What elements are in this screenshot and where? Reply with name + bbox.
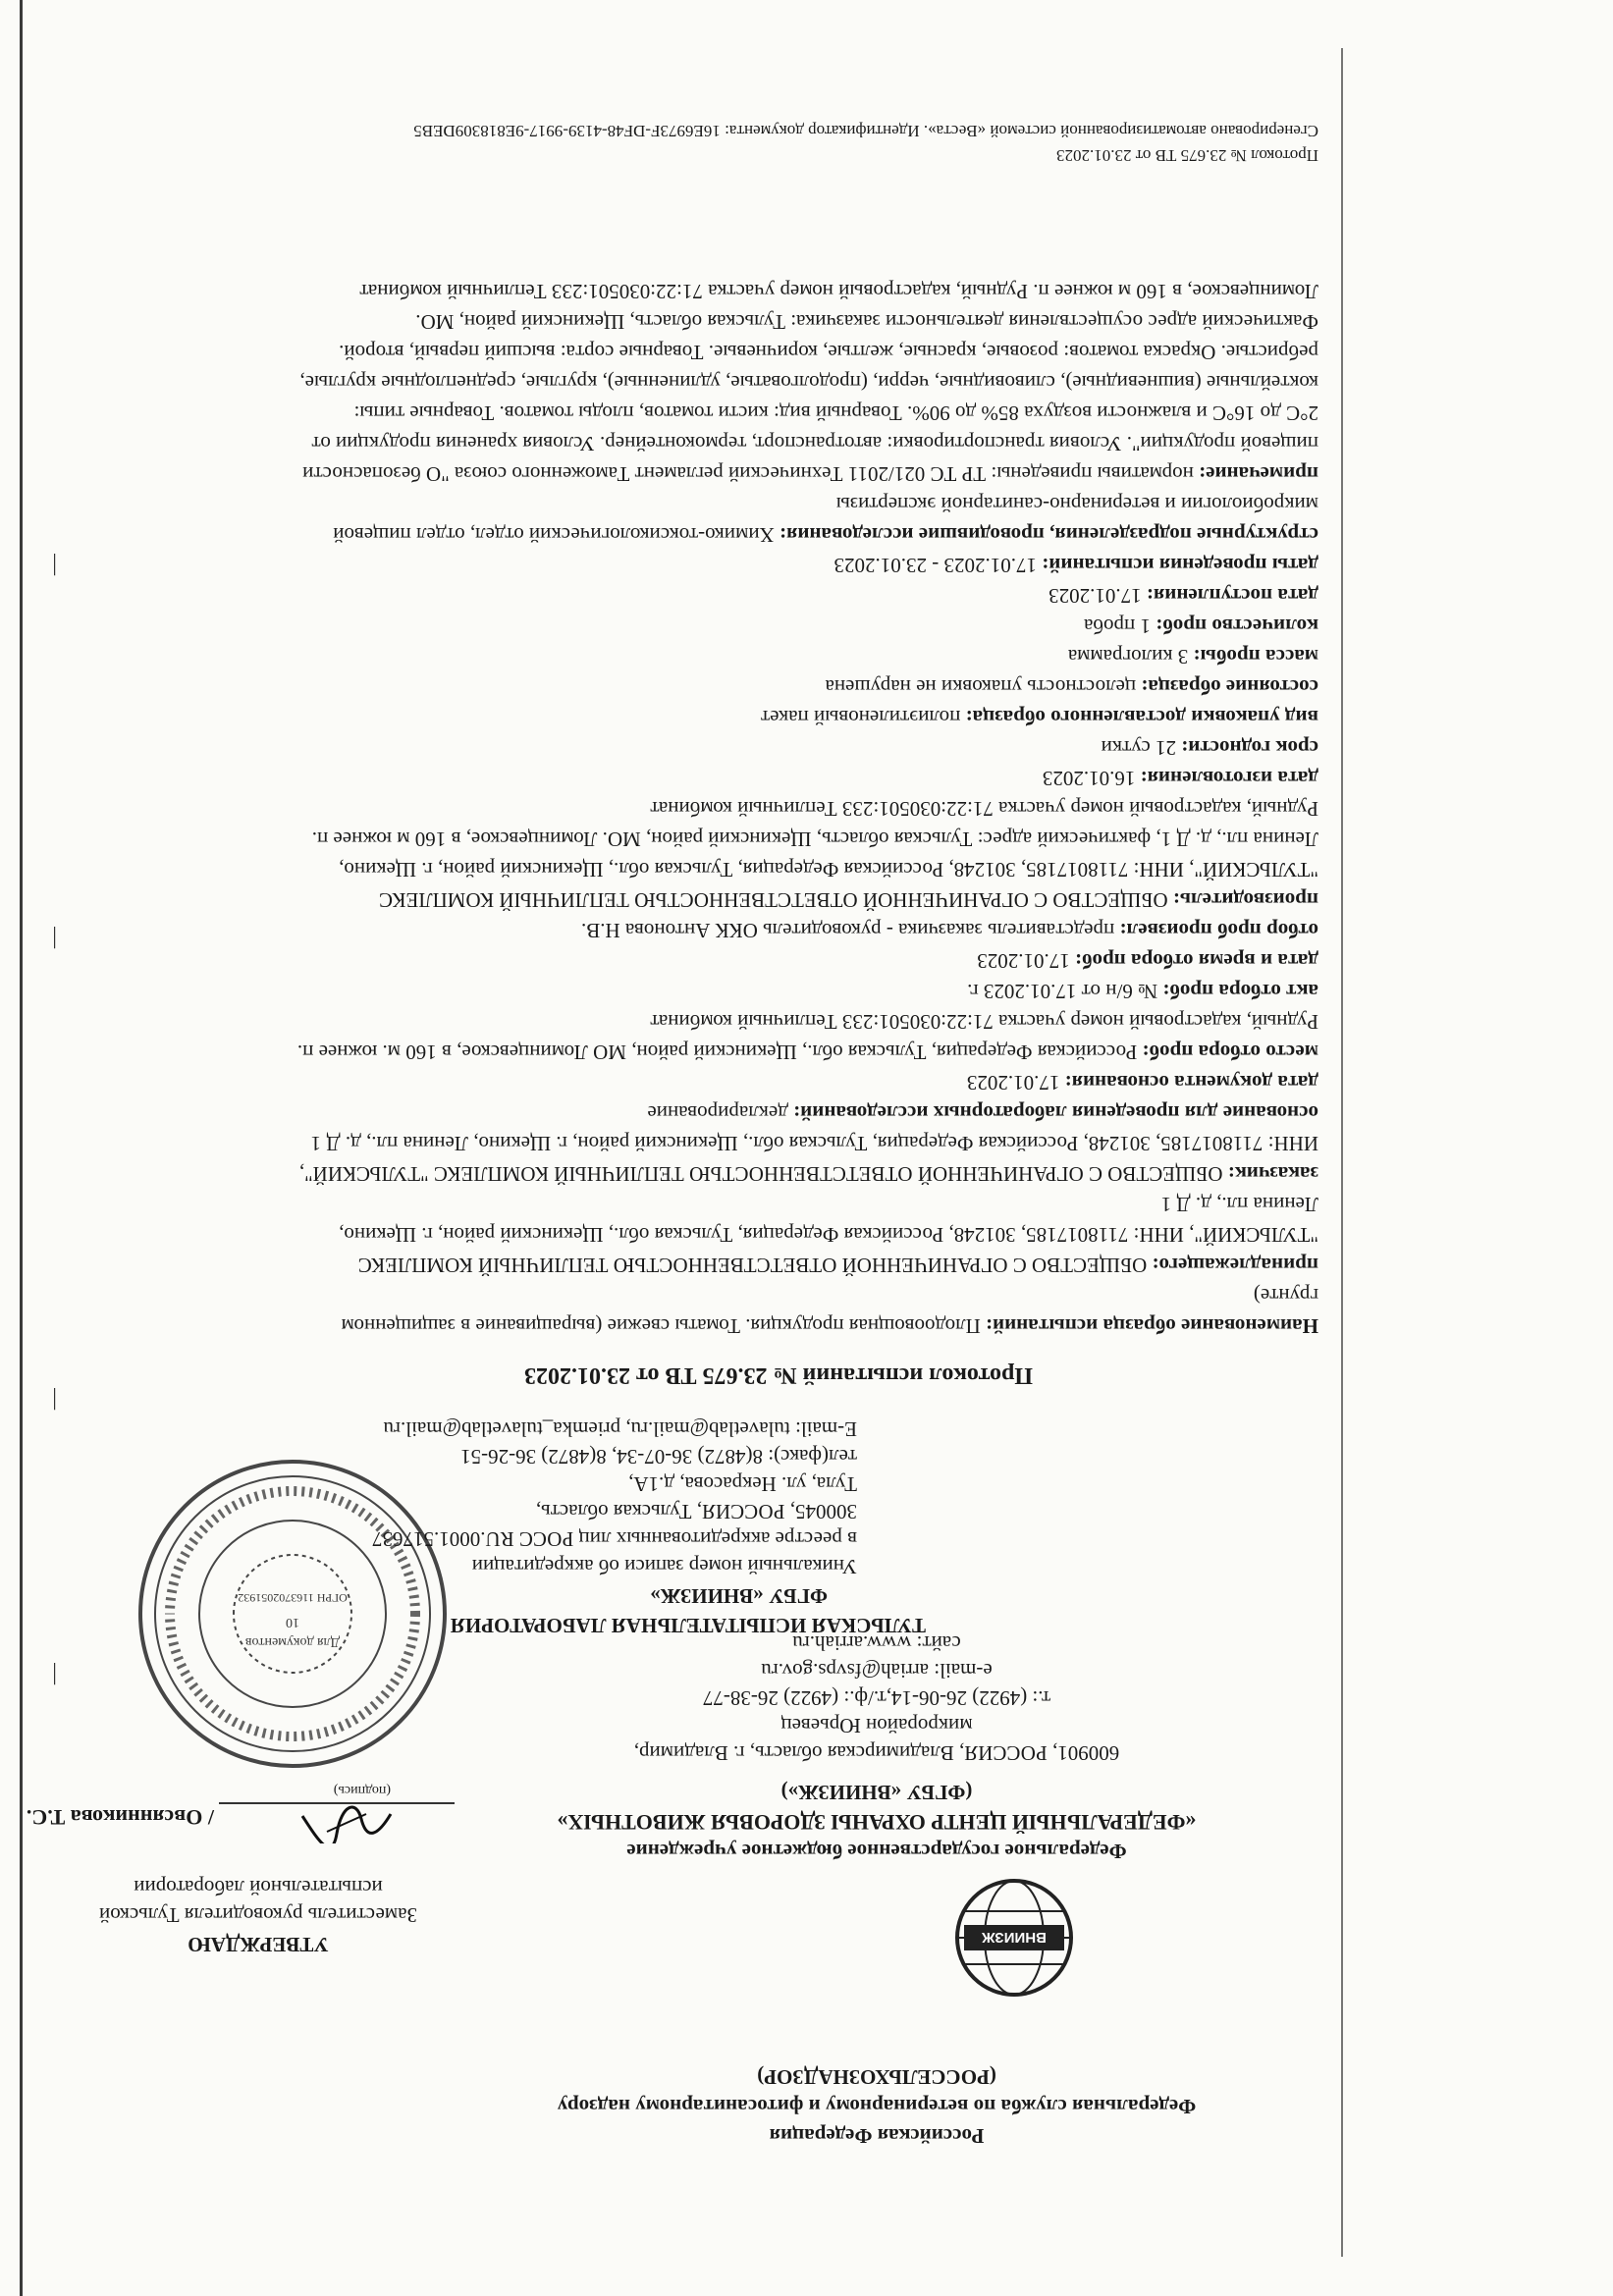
protocol-line xyxy=(339,857,1318,882)
protocol-line xyxy=(581,918,1318,943)
lab-email: E-mail: tulavetlab@mail.ru, priemka_tulavetlab@mail.ru xyxy=(383,1417,857,1441)
protocol-line xyxy=(297,1040,1318,1065)
field-value: Российская Федерация, Тульская обл., Щекинский район, МО Ломинцевское, в 160 м. южнее п. xyxy=(296,1041,1143,1064)
approver-name: / Овсянникова Т.С. xyxy=(26,1805,214,1830)
field-value: Ленина пл., д. Д 1, фактический адрес: Тульская область, Щекинский район, МО. Ломинцевское, в 160 м южнее п. xyxy=(311,828,1318,851)
agency-name: Федеральная служба по ветеринарному и фитосанитарному надзору xyxy=(557,2095,1197,2118)
protocol-line xyxy=(826,674,1318,700)
protocol-line xyxy=(415,309,1318,335)
protocol-line xyxy=(379,887,1318,913)
field-label: отбор проб произвел: xyxy=(1119,919,1318,942)
field-value: 1 проба xyxy=(1084,614,1156,638)
protocol-line xyxy=(1161,1192,1318,1217)
field-value: ИНН: 7118017185, 301248, Российская Федерация, Тульская обл., Щекинский район, г. Щекино, Ленина пл., д. Д 1 xyxy=(310,1132,1318,1155)
protocol-line xyxy=(650,1009,1318,1035)
protocol-line xyxy=(299,370,1318,396)
field-label: основание для проведения лабораторных исследований: xyxy=(793,1101,1318,1125)
field-value: декларирование xyxy=(647,1101,794,1125)
field-value: 17.01.2023 xyxy=(1048,584,1147,608)
lab-org: ФГБУ «ВНИИЗЖ» xyxy=(650,1584,828,1608)
margin-mark: | xyxy=(52,553,57,578)
lab-phones: тел(факс): 8(4872) 36-07-34, 8(4872) 36-26-51 xyxy=(460,1445,857,1468)
field-value: Химико-токсикологический отдел, отдел пищевой xyxy=(333,523,780,547)
margin-mark: | xyxy=(52,926,57,951)
institution-address-2: микрорайон Юрьевец xyxy=(780,1714,973,1737)
protocol-line xyxy=(1068,644,1318,669)
protocol-line xyxy=(333,522,1318,548)
protocol-line xyxy=(761,705,1318,730)
institution-email: e-mail: arriah@fsvps.gov.ru xyxy=(761,1659,993,1682)
field-value: полиэтиленовый пакет xyxy=(760,706,966,729)
country-name: Российская Федерация xyxy=(769,2124,985,2148)
protocol-line xyxy=(312,827,1318,852)
lab-accr-1: Уникальный номер записи об аккредитации xyxy=(471,1555,857,1578)
field-label: вид упаковки доставленного образца: xyxy=(965,706,1318,729)
field-value: микробиологии и ветеринарно-санитарной экспертизы xyxy=(835,493,1318,516)
field-label: Наименование образца испытаний: xyxy=(986,1314,1318,1338)
signature-caption: (подпись) xyxy=(333,1783,391,1797)
protocol-line xyxy=(1254,1283,1318,1308)
protocol-line xyxy=(342,1313,1318,1339)
stamp-text: Для документов xyxy=(244,1634,341,1649)
signature-line xyxy=(219,1802,455,1830)
field-value: ОБЩЕСТВО С ОГРАНИЧЕННОЙ ОТВЕТСТВЕННОСТЬЮ ТЕПЛИЧНЫЙ КОМПЛЕКС "ТУЛЬСКИЙ", xyxy=(298,1162,1228,1186)
protocol-line xyxy=(836,492,1318,517)
institution-address-1: 600901, РОССИЯ, Владимирская область, г. Владимир, xyxy=(633,1741,1120,1765)
field-value: № 6/н от 17.01.2023 г. xyxy=(967,980,1163,1003)
protocol-line xyxy=(358,1253,1318,1278)
fold-line xyxy=(1341,48,1343,2257)
field-label: заказчик: xyxy=(1227,1162,1318,1186)
field-label: дата изготовления: xyxy=(1140,767,1318,790)
scan-edge-line xyxy=(20,0,23,2296)
field-value: 17.01.2023 - 23.01.2023 xyxy=(833,554,1043,577)
field-value: 21 сутки xyxy=(1101,736,1182,760)
institution-phones: т.: (4922) 26-06-14,т./ф.: (4922) 26-38-77 xyxy=(702,1686,1051,1710)
field-value: Ломинцевское, в 160 м южнее п. Рудный, кадастровый номер участка 71:22:030501:233 Тепличный комбинат xyxy=(359,280,1318,303)
field-label: акт отбора проб: xyxy=(1162,980,1318,1003)
institution-name: «ФЕДЕРАЛЬНЫЙ ЦЕНТР ОХРАНЫ ЗДОРОВЬЯ ЖИВОТНЫХ» xyxy=(557,1810,1197,1835)
field-label: количество проб: xyxy=(1156,614,1318,638)
protocol-line xyxy=(834,553,1318,578)
field-value: пищевой продукции". Условия транспортировки: автотранспорт, термоконтейнер. Условия хранения продукции от xyxy=(311,432,1318,455)
protocol-line xyxy=(1084,614,1318,639)
vniizzh-logo-icon xyxy=(950,1874,1078,2002)
field-value: "ТУЛЬСКИЙ", ИНН: 7118017185, 301248, Российская Федерация, Тульская обл., Щекинский район, г. Щекино, xyxy=(339,1223,1318,1247)
field-label: дата документа основания: xyxy=(1064,1071,1318,1095)
field-value: Рудный, кадастровый номер участка 71:22:030501:233 Тепличный комбинат xyxy=(650,797,1318,821)
protocol-line xyxy=(311,431,1318,456)
field-label: место отбора проб: xyxy=(1142,1041,1318,1064)
protocol-ref: Протокол № 23.675 ТВ от 23.01.2023 xyxy=(1055,146,1318,165)
stamp-number: 10 xyxy=(286,1615,299,1629)
protocol-line xyxy=(1048,583,1318,609)
field-label: структурные подразделения, проводившие исследования: xyxy=(779,523,1318,547)
logo-text: ВНИИЗЖ xyxy=(982,1929,1047,1946)
agency-short: (РОССЕЛЬХОЗНАДЗОР) xyxy=(757,2065,996,2089)
field-value: ребристые. Окраска томатов: розовые, красные, желтые, коричневые. Товарные сорта: высший первый, второй. xyxy=(339,341,1318,364)
protocol-line xyxy=(299,1161,1318,1187)
margin-mark: | xyxy=(52,1387,57,1413)
protocol-line xyxy=(967,979,1318,1004)
field-value: грунте) xyxy=(1253,1284,1318,1308)
protocol-line xyxy=(967,1070,1318,1095)
field-value: 2°С до 16°С и влажности воздуха 85% до 90%. Товарный вид: кисти томатов, плоды томатов. Товарные типы: xyxy=(353,401,1318,425)
field-value: целостность упаковки не нарушена xyxy=(825,675,1142,699)
field-label: срок годности: xyxy=(1181,736,1318,760)
field-value: "ТУЛЬСКИЙ", ИНН: 7118017185, 301248, Российская Федерация, Тульская обл., Щекинский район, г. Щекино, xyxy=(339,858,1318,881)
approval-title: УТВЕРЖДАЮ xyxy=(188,1933,329,1956)
protocol-line xyxy=(977,948,1318,974)
field-value: ОБЩЕСТВО С ОГРАНИЧЕННОЙ ОТВЕТСТВЕННОСТЬЮ ТЕПЛИЧНЫЙ КОМПЛЕКС xyxy=(357,1254,1153,1277)
lab-address-2: Тула, ул. Некрасова, д.1А, xyxy=(628,1472,857,1496)
field-label: принадлежащего: xyxy=(1152,1254,1318,1277)
field-label: дата и время отбора проб: xyxy=(1075,949,1318,973)
protocol-line xyxy=(302,461,1318,487)
field-value: 17.01.2023 xyxy=(966,1071,1065,1095)
field-value: ОБЩЕСТВО С ОГРАНИЧЕННОЙ ОТВЕТСТВЕННОСТЬЮ ТЕПЛИЧНЫЙ КОМПЛЕКС xyxy=(379,888,1173,912)
protocol-line xyxy=(650,796,1318,822)
lab-accr-2: в реестре аккредитованных лиц РОСС RU.0001.517637 xyxy=(371,1527,857,1551)
approval-position-1: Заместитель руководителя Тульской xyxy=(99,1903,417,1927)
protocol-line xyxy=(353,400,1318,426)
margin-mark: | xyxy=(52,1662,57,1687)
field-label: дата поступления: xyxy=(1146,584,1318,608)
protocol-line xyxy=(647,1100,1318,1126)
field-value: Ленина пл., д. Д 1 xyxy=(1160,1193,1318,1216)
protocol-title: Протокол испытаний № 23.675 ТВ от 23.01.2023 xyxy=(523,1362,1034,1388)
field-label: масса пробы: xyxy=(1193,645,1318,668)
institution-short: (ФГБУ «ВНИИЗЖ») xyxy=(780,1781,973,1804)
lab-name: ТУЛЬСКАЯ ИСПЫТАТЕЛЬНАЯ ЛАБОРАТОРИЯ xyxy=(450,1614,926,1637)
generation-note: Сгенерировано автоматизированной системой «Веста». Идентификатор документа: 16E6973F-DF48-4139-9917-9E818309DEB5 xyxy=(413,122,1318,140)
signature-scribble-icon xyxy=(297,1804,396,1843)
protocol-line xyxy=(311,1131,1318,1156)
protocol-line xyxy=(1102,735,1318,761)
institution-type: Федеральное государственное бюджетное учреждение xyxy=(626,1840,1127,1863)
field-value: 17.01.2023 xyxy=(977,949,1076,973)
field-value: Фактический адрес осуществления деятельности заказчика: Тульская область, Щекинский район, МО. xyxy=(415,310,1318,334)
protocol-line xyxy=(1043,766,1318,791)
field-label: даты проведения испытаний: xyxy=(1042,554,1318,577)
field-value: нормативы приведены: ТР ТС 021/2011 Технический регламент Таможенного союза "О безопасности xyxy=(302,462,1200,486)
protocol-line xyxy=(359,279,1318,304)
field-value: Рудный, кадастровый номер участка 71:22:030501:233 Тепличный комбинат xyxy=(650,1010,1318,1034)
field-label: состояние образца: xyxy=(1141,675,1318,699)
field-value: Плодоовощная продукция. Томаты свежие (выращивание в защищенном xyxy=(341,1314,986,1338)
field-label: примечание: xyxy=(1199,462,1318,486)
protocol-line xyxy=(339,340,1318,365)
field-value: представитель заказчика - руководитель ОКК Антонова Н.В. xyxy=(580,919,1120,942)
lab-address-1: 300045, РОССИЯ, Тульская область, xyxy=(535,1500,857,1523)
field-value: 3 килограмма xyxy=(1067,645,1194,668)
approval-position-2: испытательной лаборатории xyxy=(134,1876,383,1899)
field-value: 16.01.2023 xyxy=(1042,767,1141,790)
protocol-line xyxy=(339,1222,1318,1248)
field-label: производитель: xyxy=(1172,888,1318,912)
stamp-ogrn: ОГРН 1163702051932 xyxy=(238,1591,348,1605)
institution-site: сайт: www.arriah.ru xyxy=(792,1631,961,1655)
field-value: коктейльные (вишневидные), сливовидные, черри, (продолговатые, удлиненные), круглые, среднеплодные круглые, xyxy=(299,371,1318,395)
